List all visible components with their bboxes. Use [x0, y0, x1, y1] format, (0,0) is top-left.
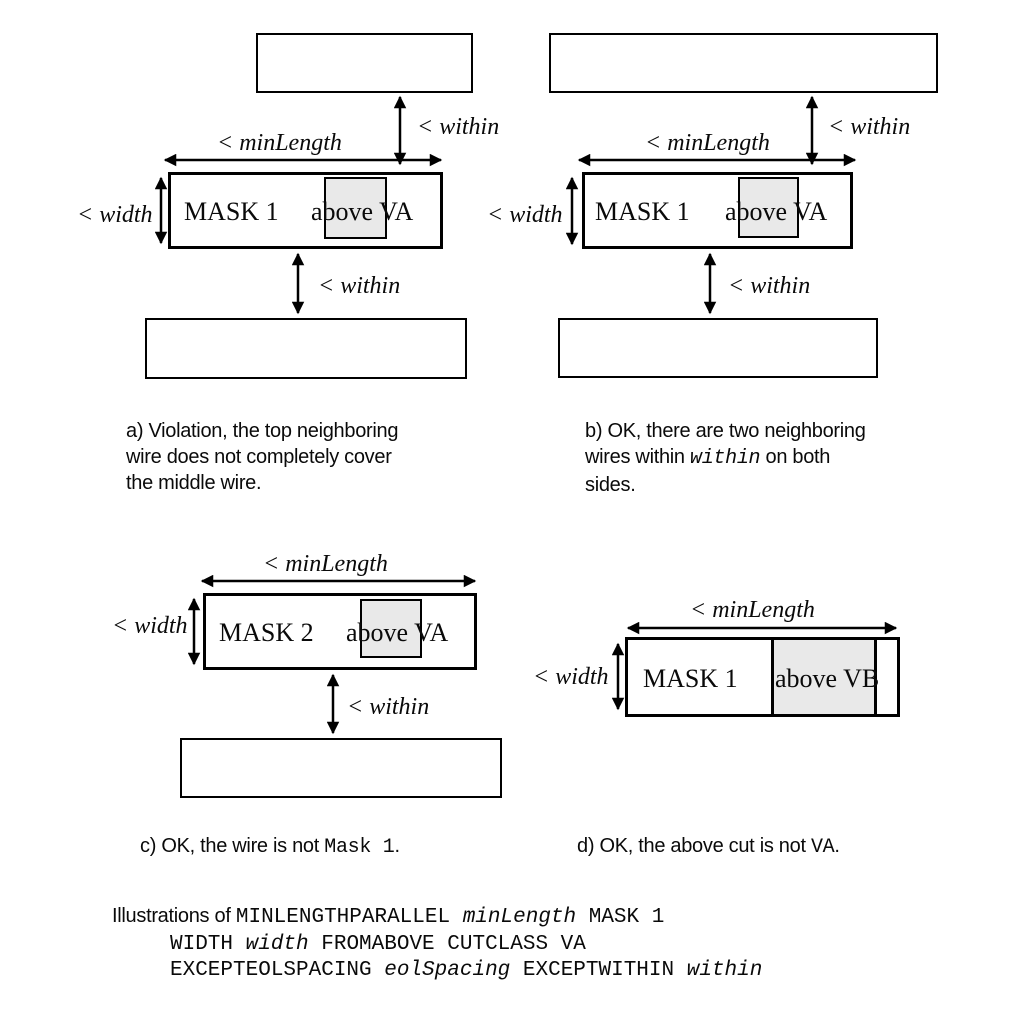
mask-text-c: MASK 2	[219, 618, 314, 647]
footer-line3	[170, 956, 762, 984]
caption-c-code: Mask 1	[324, 836, 395, 859]
cut-text-b: above VA	[725, 197, 828, 226]
mask-text-b: MASK 1	[595, 197, 690, 226]
footer-line3-variable2: within	[686, 959, 763, 982]
caption-b-line3: sides.	[585, 474, 636, 496]
caption-c-post: .	[394, 835, 400, 857]
minlength-label-b: < minLength	[645, 130, 770, 156]
caption-b-line2-pre: wires within	[585, 446, 691, 468]
caption-a	[126, 418, 398, 496]
footer-line3-variable1: eolSpacing	[384, 959, 511, 982]
caption-d-code: VA	[810, 836, 835, 859]
within-bottom-label-b: < within	[728, 273, 811, 299]
footer-line1-keyword1: MINLENGTHPARALLEL	[235, 906, 463, 929]
footer-line2-variable1: width	[245, 933, 309, 956]
caption-b-line1: b) OK, there are two neighboring	[585, 420, 866, 442]
width-label-d: < width	[533, 664, 609, 690]
caption-c	[140, 833, 400, 861]
footer-line1	[112, 903, 664, 931]
footer-line1-prefix: Illustrations of	[112, 905, 236, 927]
width-label-c: < width	[112, 613, 188, 639]
caption-c-pre: c) OK, the wire is not	[140, 835, 325, 857]
within-top-label-a: < within	[417, 114, 500, 140]
within-label-c: < within	[347, 694, 430, 720]
footer-line1-keyword2: MASK 1	[576, 906, 665, 929]
minlength-label-a: < minLength	[217, 130, 342, 156]
within-top-label-b: < within	[828, 114, 911, 140]
caption-b	[585, 418, 866, 498]
footer-line1-variable1: minLength	[462, 906, 577, 929]
width-label-b: < width	[487, 202, 563, 228]
cut-text-d: above VB	[775, 664, 880, 693]
caption-b-line2-post: on both	[760, 446, 831, 468]
caption-a-line2: wire does not completely cover	[126, 446, 392, 468]
cut-text-c: above VA	[346, 618, 449, 647]
caption-b-line2	[585, 444, 866, 472]
mask-text-d: MASK 1	[643, 664, 738, 693]
cut-text-a: above VA	[311, 197, 414, 226]
width-label-a: < width	[77, 202, 153, 228]
mask-text-a: MASK 1	[184, 197, 279, 226]
minlength-label-d: < minLength	[690, 597, 815, 623]
footer-line2-keyword2: FROMABOVE CUTCLASS VA	[308, 933, 586, 956]
minlength-label-c: < minLength	[263, 551, 388, 577]
caption-a-line3: the middle wire.	[126, 472, 262, 494]
within-bottom-label-a: < within	[318, 273, 401, 299]
caption-d-post: .	[834, 835, 840, 857]
caption-d-pre: d) OK, the above cut is not	[577, 835, 811, 857]
caption-a-line1: a) Violation, the top neighboring	[126, 420, 399, 442]
footer-line3-keyword2: EXCEPTWITHIN	[510, 959, 687, 982]
caption-d	[577, 833, 840, 861]
footer-line3-keyword1: EXCEPTEOLSPACING	[170, 959, 385, 982]
footer-line2-keyword1: WIDTH	[170, 933, 246, 956]
footer-line2	[170, 930, 586, 958]
caption-b-line2-code: within	[690, 447, 761, 470]
